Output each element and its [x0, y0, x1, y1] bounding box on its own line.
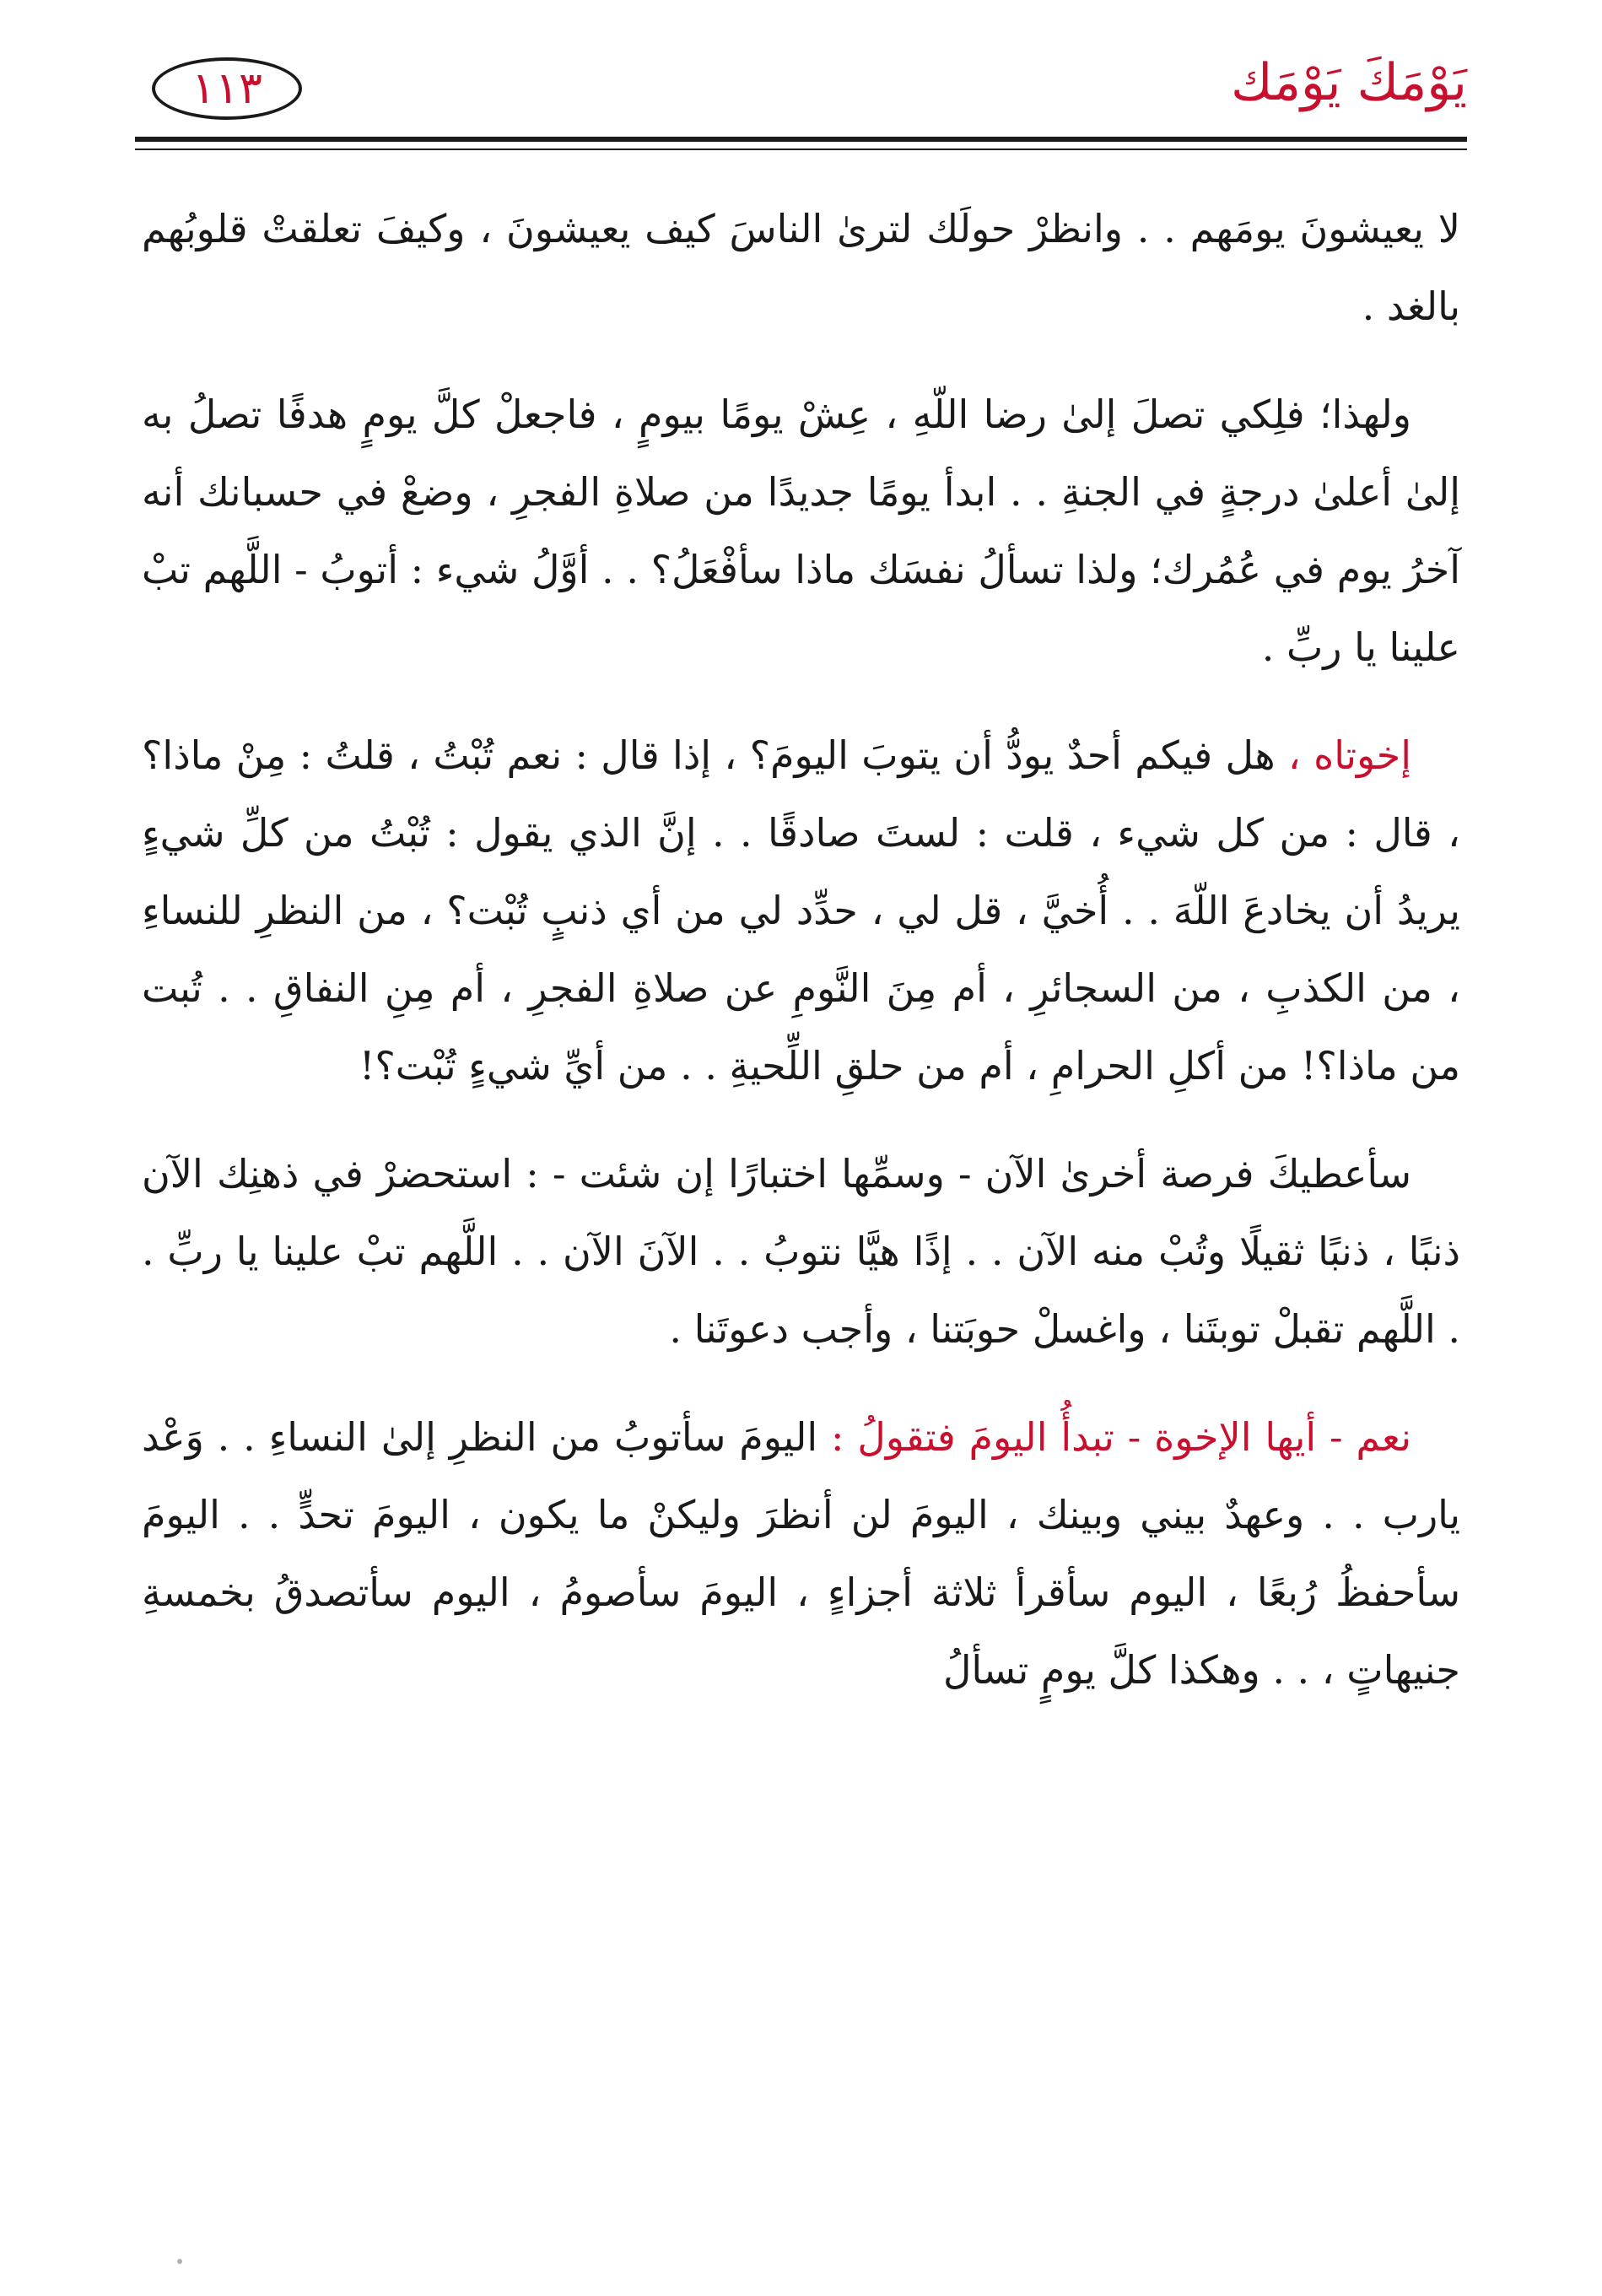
- page-number: ١١٣: [191, 63, 262, 114]
- paragraph-lead: نعم - أيها الإخوة - تبدأُ اليومَ فتقولُ :: [831, 1414, 1412, 1460]
- paragraph-lead: إخوتاه ،: [1287, 732, 1411, 778]
- paragraph-text: سأعطيكَ فرصة أخرىٰ الآن - وسمِّها اختبارًا إن شئت - : استحضرْ في ذهنِك الآن ذنبًا ، ذنبًا ثقيلًا وتُبْ منه الآن . . إذًا هيَّا نتوبُ . . الآنَ الآن . . اللَّهم تبْ علينا يا ربِّ . . اللَّهم تقبلْ توبتَنا ، واغسلْ حوبَتنا ، وأجب دعوتَنا .: [142, 1151, 1460, 1352]
- paragraph-text: هل فيكم أحدٌ يودُّ أن يتوبَ اليومَ؟ ، إذا قال : نعم تُبْتُ ، قلتُ : مِنْ ماذا؟ ، قال : من كل شيء ، قلت : لستَ صادقًا . . إنَّ الذي يقول : تُبْتُ من كلِّ شيءٍ يريدُ أن يخادعَ اللّهَ . . أُخيَّ ، قل لي ، حدِّد لي من أي ذنبٍ تُبْت؟ ، من النظرِ للنساءِ ، من الكذبِ ، من السجائرِ ، أم مِنَ النَّومِ عن صلاةِ الفجرِ ، أم مِنِ النفاقِ . . تُبت من ماذا؟! من أكلِ الحرامِ ، أم من حلقِ اللِّحيةِ . . من أيِّ شيءٍ تُبْت؟!: [142, 732, 1460, 1089]
- paragraph-2: [142, 375, 1460, 686]
- paragraph-text: اليومَ سأتوبُ من النظرِ إلىٰ النساءِ . . وَعْد يارب . . وعهدٌ بيني وبينك ، اليومَ لن أنظرَ وليكنْ ما يكون ، اليومَ تحدٍّ . . اليومَ سأحفظُ رُبعًا ، اليوم سأقرأ ثلاثة أجزاءٍ ، اليومَ سأصومُ ، اليوم سأتصدقُ بخمسةِ جنيهاتٍ ، . . وهكذا كلَّ يومٍ تسألُ: [142, 1414, 1460, 1693]
- header-rule-thick: [135, 137, 1467, 142]
- header-rule-thin: [135, 149, 1467, 150]
- page-number-badge: [152, 57, 302, 120]
- paragraph-text: لا يعيشونَ يومَهم . . وانظرْ حولَك لترىٰ الناسَ كيف يعيشونَ ، وكيفَ تعلقتْ قلوبُهم بالغد .: [142, 206, 1460, 329]
- paragraph-5: [142, 1398, 1460, 1709]
- paragraph-1: [142, 190, 1460, 345]
- paragraph-text: ولهذا؛ فلِكي تصلَ إلىٰ رضا اللّهِ ، عِشْ يومًا بيومٍ ، فاجعلْ كلَّ يومٍ هدفًا تصلُ به إلىٰ أعلىٰ درجةٍ في الجنةِ . . ابدأ يومًا جديدًا من صلاةِ الفجرِ ، وضعْ في حسبانك أنه آخرُ يوم في عُمُرك؛ ولذا تسألُ نفسَك ماذا سأفْعَلُ؟ . . أوَّلُ شيء : أتوبُ - اللَّهم تبْ علينا يا ربِّ .: [142, 392, 1460, 670]
- body-text: [142, 190, 1460, 1739]
- running-title: يَوْمَكَ يَوْمَك: [1231, 53, 1467, 112]
- page-header: [135, 51, 1467, 143]
- scan-speck: [177, 2259, 182, 2264]
- paragraph-4: [142, 1135, 1460, 1368]
- paragraph-3: [142, 716, 1460, 1105]
